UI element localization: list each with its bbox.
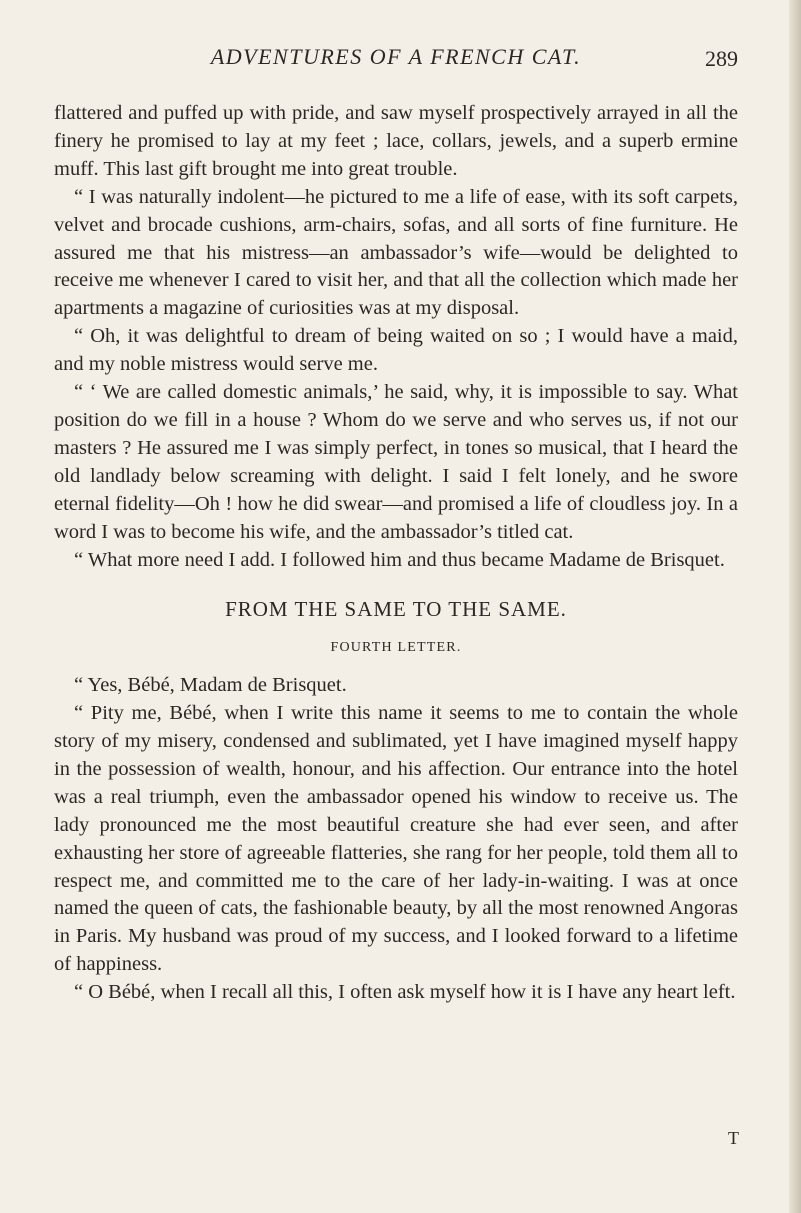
- section-heading: FROM THE SAME TO THE SAME.: [225, 597, 567, 622]
- paragraph: “ ‘ We are called domestic animals,’ he said, why, it is impossible to say. What position do we fill in a house ? Whom do we serve and who serves us, if not our masters ? He assured me I was simply perfect, in tones so musical, that I heard the old landlady below screaming with delight. I said I felt lonely, and he swore eternal fidelity—Oh ! how he did swear—and promised a life of cloudless joy. In a word I was to become his wife, and the ambassador’s titled cat.: [54, 381, 738, 543]
- paragraph: “ What more need I add. I followed him and thus became Madame de Brisquet.: [74, 548, 725, 571]
- paragraph: “ Yes, Bébé, Madam de Brisquet.: [74, 674, 347, 697]
- paragraph: flattered and puffed up with pride, and saw myself prospectively arrayed in all the finery he promised to lay at my feet ; lace, collars, jewels, and a superb ermine muff. This last gift brought me into great trouble.: [54, 102, 738, 180]
- page-body: [54, 100, 738, 1007]
- page-header: [54, 44, 738, 80]
- paragraph: “ O Bébé, when I recall all this, I often ask myself how it is I have any heart left.: [74, 981, 736, 1004]
- paragraph: “ Oh, it was delightful to dream of being waited on so ; I would have a maid, and my noble mistress would serve me.: [54, 325, 738, 376]
- section-subheading: FOURTH LETTER.: [330, 640, 462, 656]
- paragraph: “ I was naturally indolent—he pictured to me a life of ease, with its soft carpets, velvet and brocade cushions, arm-chairs, sofas, and all sorts of fine furniture. He assured me that his mistress—an ambassador’s wife—would be delighted to receive me whenever I cared to visit her, and that all the collection which made her apartments a magazine of curiosities was at my disposal.: [54, 185, 738, 320]
- running-title: ADVENTURES OF A FRENCH CAT.: [210, 44, 582, 69]
- signature-mark: T: [728, 1128, 739, 1148]
- paragraph: “ Pity me, Bébé, when I write this name it seems to me to contain the whole story of my misery, condensed and sublimated, yet I have imagined myself happy in the possession of wealth, honour, and his affection. Our entrance into the hotel was a real triumph, even the ambassador opened his window to receive us. The lady pronounced me the most beautiful creature she had ever seen, and after exhausting her store of agreeable flatteries, she rang for her people, told them all to respect me, and committed me to the care of her lady-in-waiting. I was at once named the queen of cats, the fashionable beauty, by all the most renowned Angoras in Paris. My husband was proud of my success, and I looked forward to a lifetime of happiness.: [54, 702, 738, 976]
- page-number: 289: [705, 46, 738, 71]
- page-edge: [789, 0, 801, 1213]
